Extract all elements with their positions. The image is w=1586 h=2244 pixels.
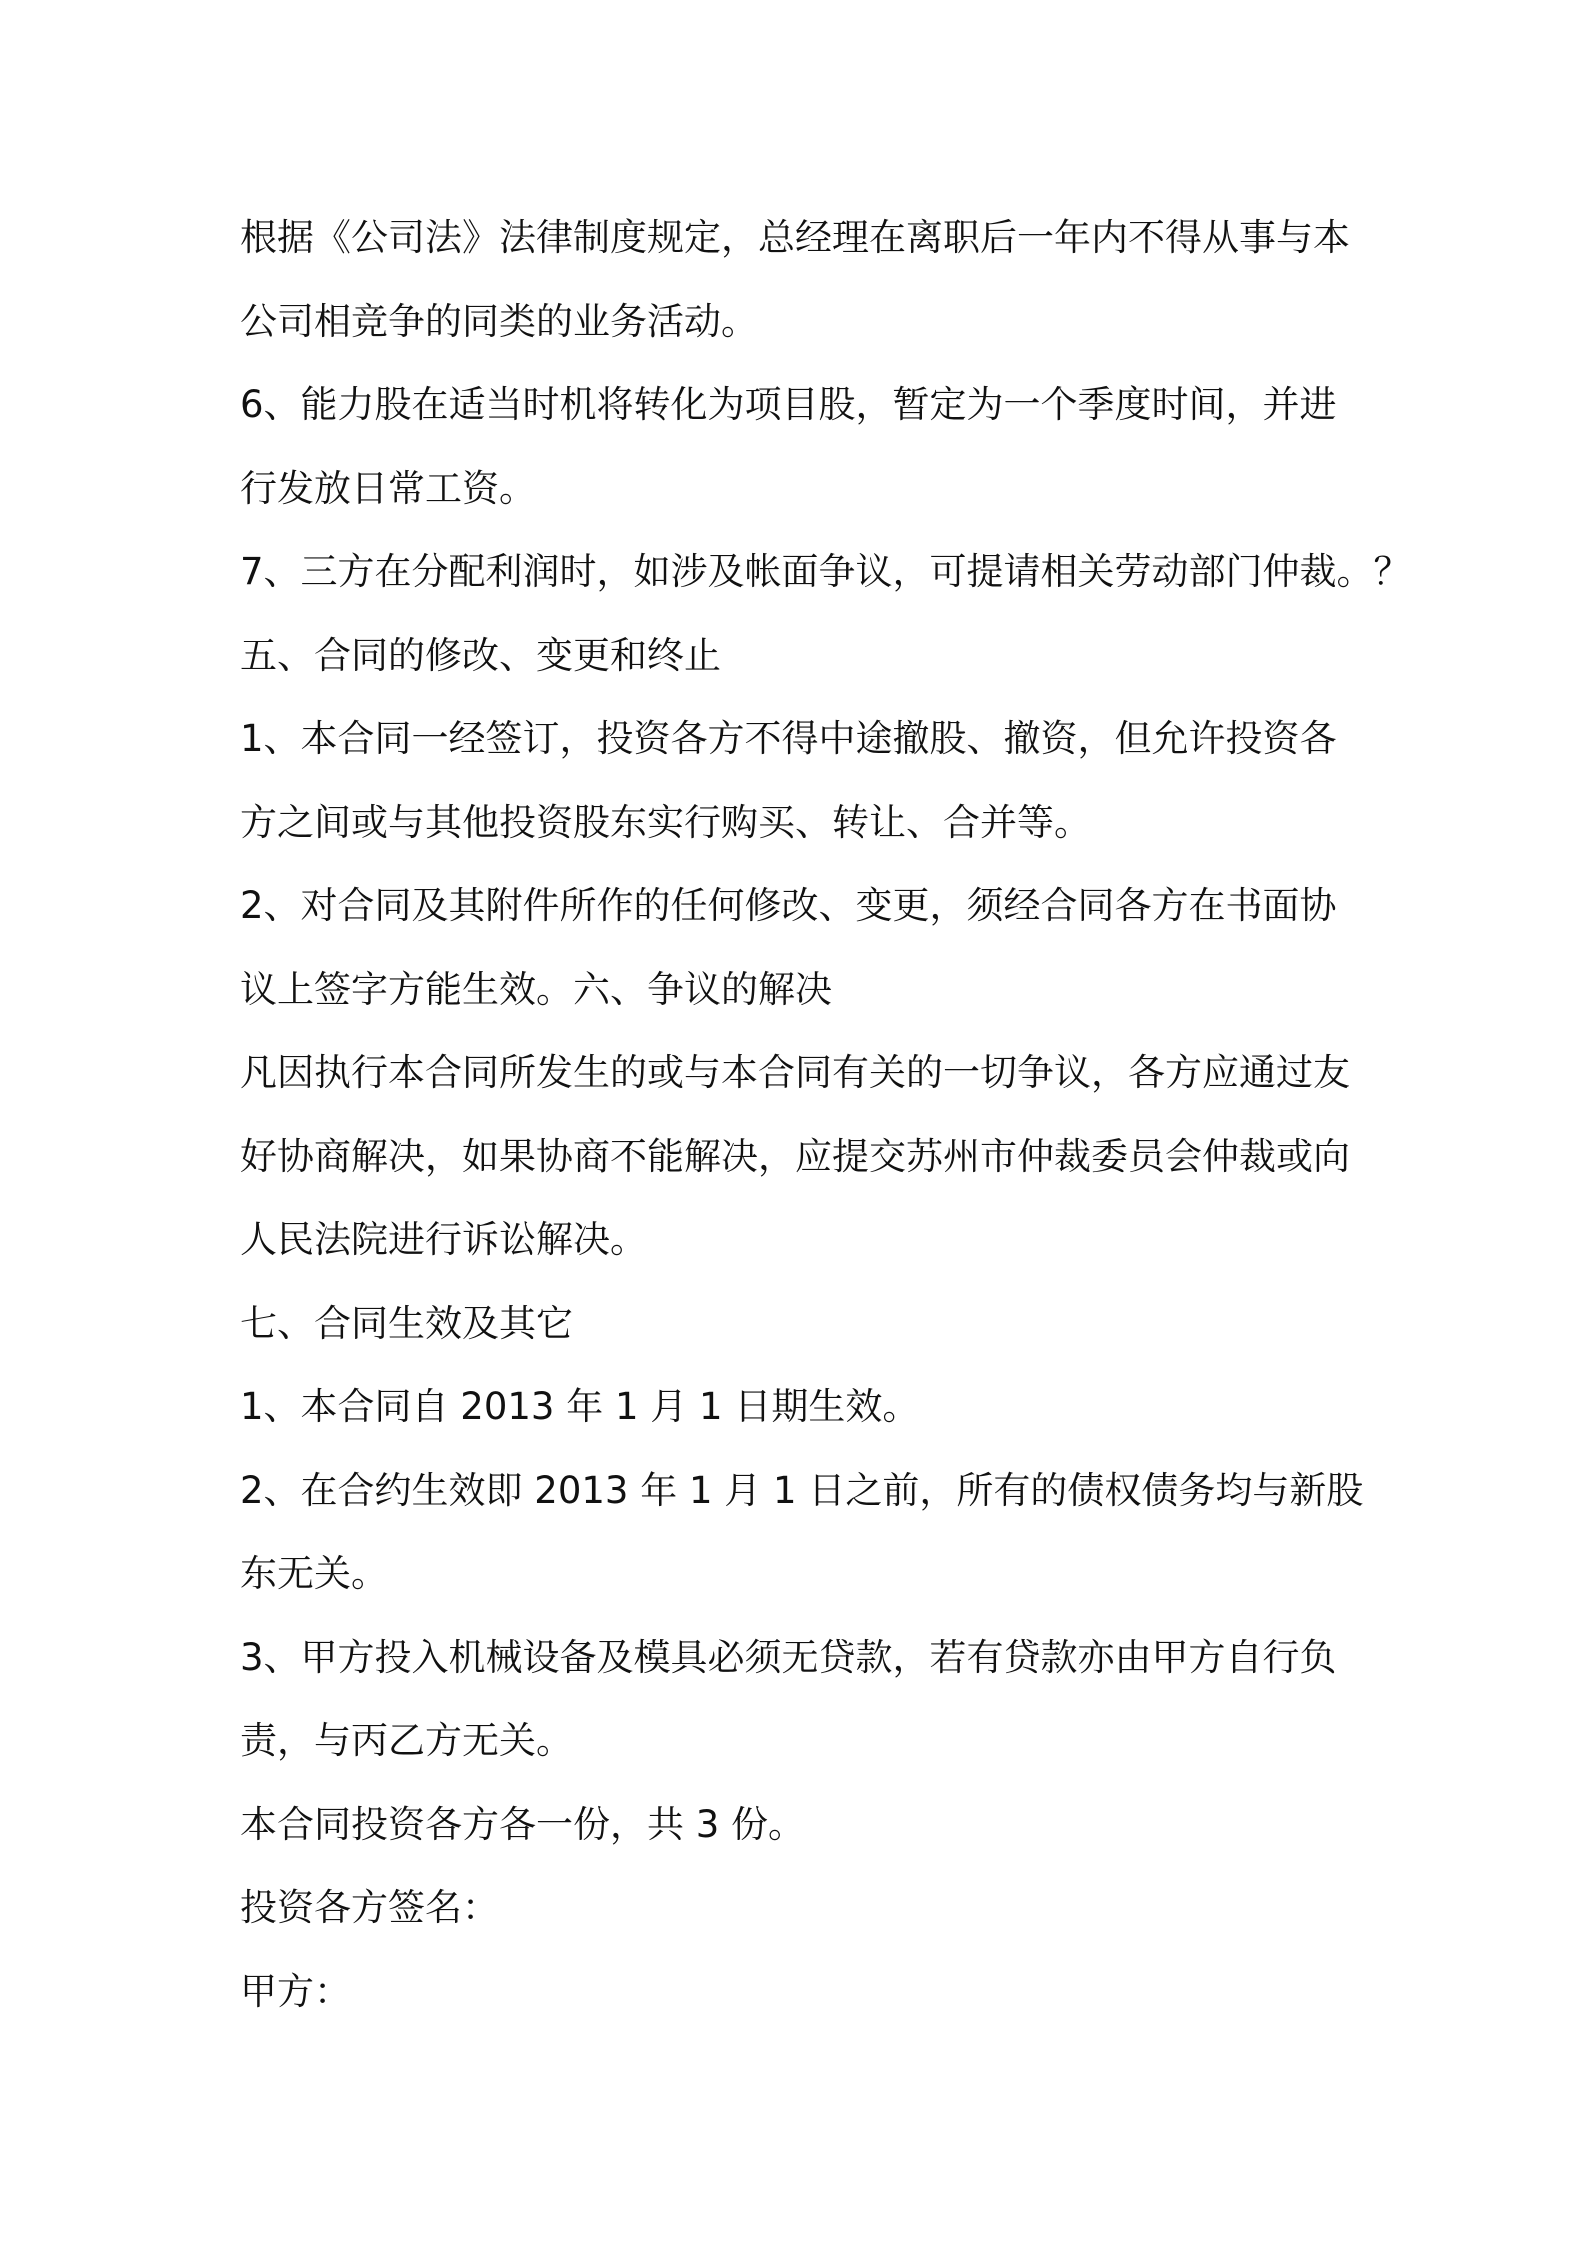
text-line: 1、本合同自 2013 年 1 月 1 日期生效。 [240,1385,920,1428]
text-line: 本合同投资各方各一份，共 3 份。 [240,1802,806,1846]
text-line: 1、本合同一经签订，投资各方不得中途撤股、撤资，但允许投资各 [240,717,1337,760]
text-line: 3、甲方投入机械设备及模具必须无贷款，若有贷款亦由甲方自行负 [240,1635,1337,1679]
signature-label: 投资各方签名： [240,1886,499,1929]
document-body [240,196,1411,2033]
text-line: 人民法院进行诉讼解决。 [240,1218,647,1261]
text-line: 议上签字方能生效。六、争议的解决 [240,967,832,1011]
text-line: 6、能力股在适当时机将转化为项目股，暂定为一个季度时间，并进 [240,383,1337,426]
text-line: 凡因执行本合同所发生的或与本合同有关的一切争议，各方应通过友 [240,1051,1350,1094]
text-line: 好协商解决，如果协商不能解决，应提交苏州市仲裁委员会仲裁或向 [240,1134,1350,1178]
text-line: 2、在合约生效即 2013 年 1 月 1 日之前，所有的债权债务均与新股 [240,1468,1364,1512]
text-line: 责，与丙乙方无关。 [240,1719,573,1762]
text-line: 方之间或与其他投资股东实行购买、转让、合并等。 [240,800,1091,844]
text-line: 行发放日常工资。 [240,466,536,510]
section-heading: 七、合同生效及其它 [240,1301,573,1345]
text-line: 2、对合同及其附件所作的任何修改、变更，须经合同各方在书面协 [240,884,1337,927]
text-line: 根据《公司法》法律制度规定，总经理在离职后一年内不得从事与本 [240,216,1350,259]
text-line: 公司相竞争的同类的业务活动。 [240,299,758,343]
text-line: 7、三方在分配利润时，如涉及帐面争议，可提请相关劳动部门仲裁。？ [240,550,1411,593]
text-line: 东无关。 [240,1552,388,1595]
section-heading: 五、合同的修改、变更和终止 [240,633,721,677]
party-a-label: 甲方： [240,1969,351,2013]
